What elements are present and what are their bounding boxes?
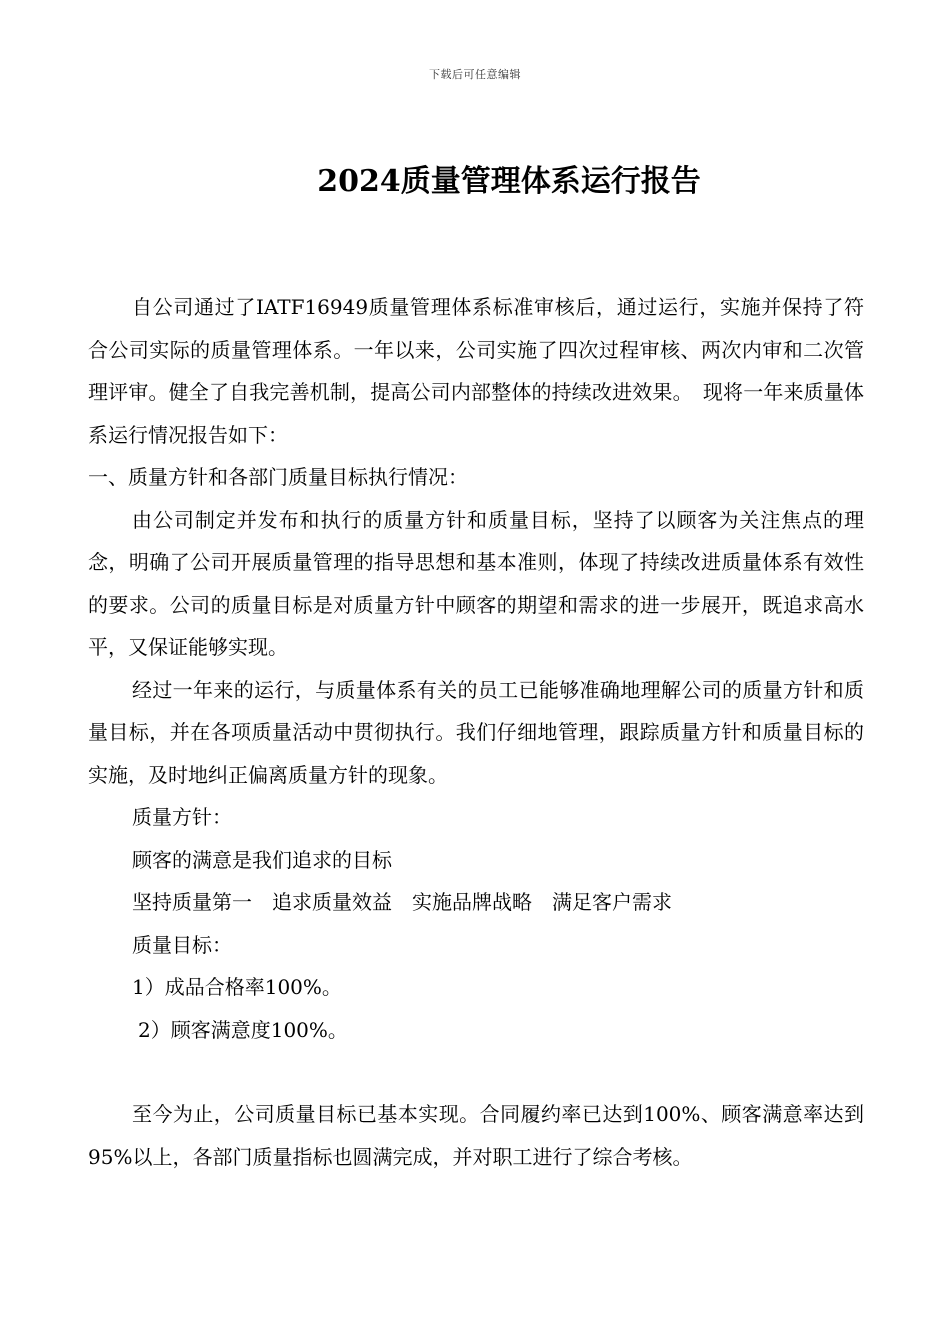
document-title: 2024质量管理体系运行报告 bbox=[317, 164, 701, 199]
paragraph-gap bbox=[88, 1051, 864, 1093]
quality-policy-line-2: 坚持质量第一 追求质量效益 实施品牌战略 满足客户需求 bbox=[132, 890, 672, 914]
document-body bbox=[88, 286, 864, 1178]
quality-objective-2: 2）顾客满意度100%。 bbox=[138, 1017, 348, 1042]
section-1-paragraph-1: 由公司制定并发布和执行的质量方针和质量目标，坚持了以顾客为关注焦点的理念，明确了公司开展质量管理的指导思想和基本准则，体现了持续改进质量体系有效性的要求。公司的质量目标是对质量方针中顾客的期望和需求的进一步展开，既追求高水平，又保证能够实现。 bbox=[88, 507, 864, 659]
intro-paragraph: 自公司通过了IATF16949质量管理体系标准审核后，通过运行，实施并保持了符合公司实际的质量管理体系。一年以来，公司实施了四次过程审核、两次内审和二次管理评审。健全了自我完善机制，提高公司内部整体的持续改进效果。 现将一年来质量体系运行情况报告如下： bbox=[88, 295, 864, 447]
quality-policy-label: 质量方针： bbox=[132, 805, 232, 829]
quality-objective-label: 质量目标： bbox=[132, 932, 232, 957]
section-1-paragraph-2: 经过一年来的运行，与质量体系有关的员工已能够准确地理解公司的质量方针和质量目标，并在各项质量活动中贯彻执行。我们仔细地管理，跟踪质量方针和质量目标的实施，及时地纠正偏离质量方针的现象。 bbox=[88, 677, 864, 787]
header-note: 下载后可任意编辑 bbox=[429, 68, 521, 81]
conclusion-paragraph: 至今为止，公司质量目标已基本实现。合同履约率已达到100%、顾客满意率达到95%以上，各部门质量指标也圆满完成，并对职工进行了综合考核。 bbox=[88, 1102, 864, 1169]
quality-objective-1: 1）成品合格率100%。 bbox=[132, 975, 342, 999]
quality-policy-line-1: 顾客的满意是我们追求的目标 bbox=[132, 847, 392, 872]
section-1-heading: 一、质量方针和各部门质量目标执行情况： bbox=[88, 465, 468, 489]
